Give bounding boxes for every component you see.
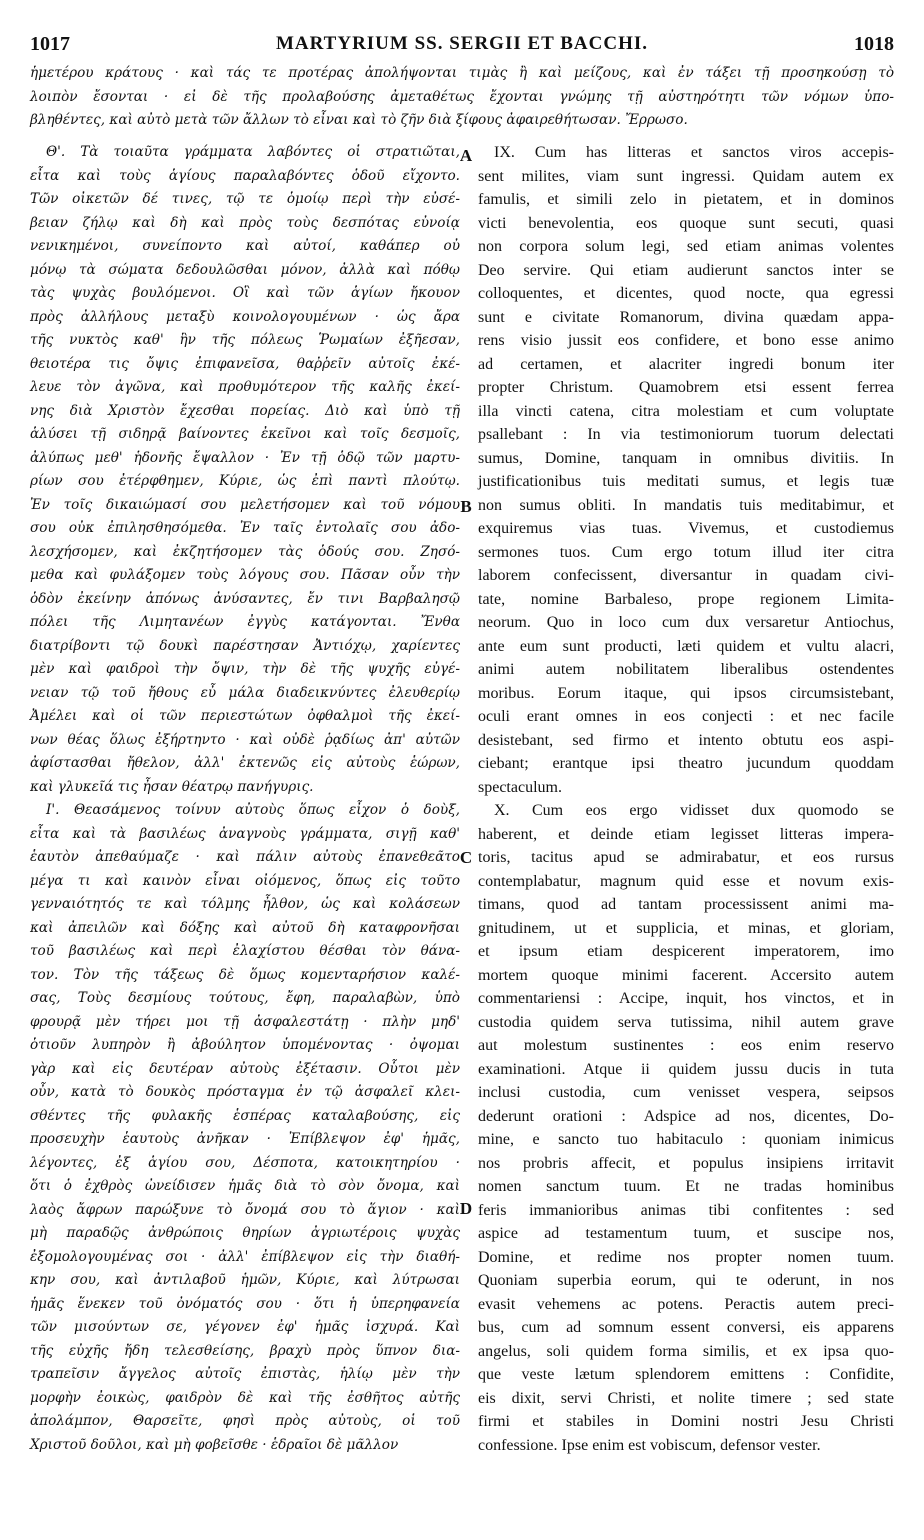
latin-text-line: contemplabatur, magnum quid esse et novum exis- xyxy=(478,872,894,890)
latin-text-line: mortem quoque minimi facerent. Accersito autem xyxy=(478,966,894,984)
greek-text-line: ἐξομολογουμένας σοι · ἀλλ' ἐπίβλεψον εἰς τὴν διαθή- xyxy=(30,1248,460,1265)
greek-text-line: τῶν μισούντων σε, γέγονεν ἐφ' ἡμᾶς ἰσχυρά. Καὶ xyxy=(30,1319,460,1335)
greek-text-line: Ι'. Θεασάμενος τοίνυν αὐτοὺς ὅπως εἶχον ὁ δοὺξ, xyxy=(46,802,460,818)
latin-text-line: angelus, soli quidem forma similis, et ex ipsa quo- xyxy=(478,1342,894,1360)
latin-text-line: X. Cum eos ergo vidisset dux quomodo se xyxy=(494,802,894,819)
latin-text-line: firmi et stabiles in Domini nostri Jesu Christi xyxy=(478,1413,894,1430)
latin-text-line: non sumus obliti. In mandatis tuis meditabimur, et xyxy=(478,496,894,514)
greek-text-line: πρὸς ἀλλήλους μεταξὺ κοινολογουμένων · ὡς ἄρα xyxy=(30,308,460,325)
latin-text-line: bus, cum ad somnum essent conversi, eis apparens xyxy=(478,1319,894,1336)
greek-text-line: τῆς εὐχῆς ἤδη τελεσθείσης, βραχὺ πρὸς ὕπνον δια- xyxy=(30,1342,460,1359)
latin-text-line: mine, e sancto tuo habitaculo : quoniam inimicus xyxy=(478,1131,894,1148)
latin-text-line: timans, quod ad tantam processissent animi ma- xyxy=(478,896,894,913)
latin-text-line: tate, nomine Barbaleso, prope regionem Limita- xyxy=(478,590,894,608)
greek-text-line: Τῶν οἰκετῶν δέ τινες, τῷ τε ὁμοίῳ περὶ τὴν εὐσέ- xyxy=(30,191,460,207)
latin-text-line: IX. Cum has litteras et sanctos viros accepis- xyxy=(494,144,894,161)
greek-text-line: καὶ γλυκεῖά τις ἦσαν θέατρῳ πανήγυρις. xyxy=(30,778,314,795)
latin-text-line: ante eum sunt producti, læti quidem et vultu alacri, xyxy=(478,637,894,655)
greek-text-line: φρουρᾷ μὲν τήρει μοι τῇ ἀσφαλεστάτῃ · πλὴν μηδ' xyxy=(30,1013,460,1030)
greek-text-line: μόνῳ τὰ σώματα δεδουλῶσθαι μόνον, ἀλλὰ καὶ πόθῳ xyxy=(30,261,460,278)
greek-text-line: τὰς ψυχὰς βουλόμενοι. Οἳ καὶ τῶν ἁγίων ἤκουον xyxy=(30,285,460,301)
greek-text-line: τραπεῖσιν ἄγγελος αὐτοῖς ἐπιστὰς, ἡλίῳ μὲν τὴν xyxy=(30,1366,460,1382)
latin-text-line: custodia quidem serva tutissima, nihil autem grave xyxy=(478,1013,894,1031)
latin-text-line: colloquentes, et dicentes, quod nocte, qua egressi xyxy=(478,285,894,302)
greek-text-line: σθέντες τῆς φυλακῆς ἑσπέρας καταλαβούσης, εἰς xyxy=(30,1107,460,1124)
latin-text-line: examinationi. Atque ii quidem jussu ducis in tuta xyxy=(478,1060,894,1078)
margin-marker-a: A xyxy=(459,146,473,165)
latin-text-line: oculi erant omnes in eos conjecti : et nec facile xyxy=(478,708,894,725)
greek-text-line: τῆς νυκτὸς καθ' ἣν τῆς πόλεως Ῥωμαίων ἐξῆεσαν, xyxy=(30,332,460,348)
greek-text-line: μὴ παραδῷς ἀνθρώποις θηρίων ἀγριωτέροις ψυχὰς xyxy=(30,1225,460,1241)
latin-text-line: haberent, et deinde etiam legisset litteras impera- xyxy=(478,825,894,843)
latin-text-line: rens visio jussit eos confidere, et bono esse animo xyxy=(478,332,894,349)
greek-text-line: ἡμᾶς ἕνεκεν τοῦ ὀνόματός σου · ὅτι ἡ ὑπερηφανεία xyxy=(30,1295,460,1312)
greek-text-line: μεθα καὶ φυλάξομεν τοὺς λόγους σου. Πᾶσαν οὖν τὴν xyxy=(30,567,460,583)
greek-text-line: λευε τὸν ἀγῶνα, καὶ προθυμότερον τῆς καλῆς ἐκεί- xyxy=(30,379,460,395)
latin-text-line: psallebant : In via testimoniorum tuorum delectati xyxy=(478,426,894,443)
latin-text-line: sermones tuos. Cum ergo totum illud iter citra xyxy=(478,543,894,561)
greek-column xyxy=(30,141,460,1457)
greek-text-line: Ἐν τοῖς δικαιώμασί σου μελετήσομεν καὶ τοῦ νόμου xyxy=(30,496,460,513)
latin-text-line: exquiremus vias tuas. Vivemus, et custodiemus xyxy=(478,520,894,537)
latin-text-line: Domine, et redime nos propter nomen tuum. xyxy=(478,1248,894,1266)
greek-letter-ending xyxy=(30,62,894,133)
latin-text-line: laborem confecissent, diversantur in quadam civi- xyxy=(478,567,894,584)
greek-text-line: γενναιότητός τε καὶ τόλμης ἦλθον, ὡς καὶ κολάσεων xyxy=(30,896,460,912)
latin-text-line: victi benevolentia, eos quoque sunt secuti, quasi xyxy=(478,214,894,232)
greek-text-line: οὖν, κατὰ τὸ δουκὸς πρόσταγμα ἐν τῷ ἀσφαλεῖ κλει- xyxy=(30,1084,460,1100)
greek-text-line: Χριστοῦ δοῦλοι, καὶ μὴ φοβεῖσθε · ἑδραῖοι δὲ μᾶλλον xyxy=(30,1436,399,1453)
greek-text-line: εἶτα καὶ τοὺς ἁγίους παραλαβόντες ὁδοῦ εἴχοντο. xyxy=(30,167,460,184)
greek-text-line: ρίων σου ἐτέρφθημεν, Κύριε, ὡς ἐπὶ παντὶ πλούτῳ. xyxy=(30,473,460,489)
greek-text-line: μὲν καὶ φαιδροὶ τὴν ὄψιν, τὴν δὲ τῆς ψυχῆς εὐγέ- xyxy=(30,661,460,677)
latin-text-line: famulis, et simili zelo in pietatem, et in dominos xyxy=(478,191,894,208)
latin-text-line: neorum. Quo in loco cum dux versaretur Antiochus, xyxy=(478,614,894,631)
greek-text-line: τον. Τὸν τῆς τάξεως δὲ ὅμως κομενταρήσιον καλέ- xyxy=(30,966,460,983)
latin-text-line: confessione. Ipse enim est vobiscum, defensor vester. xyxy=(478,1436,821,1454)
latin-text-line: ad certamen, et alacriter ingredi bonum iter xyxy=(478,355,894,373)
greek-text-line: προσευχὴν ἑαυτοὺς ἀνῆκαν · Ἐπίβλεψον ἐφ' ἡμᾶς, xyxy=(30,1131,460,1147)
greek-text-line: πόλει τῆς Λιμητανέων ἐγγὺς κατάγονται. Ἔνθα xyxy=(30,614,460,630)
greek-text-line: θειοτέρα τις ὄψις ἐπιφανεῖσα, θαῤῥεῖν αὐτοῖς ἐκέ- xyxy=(30,355,460,372)
greek-text-line: μέγα τι καὶ καινὸν εἶναι οἰόμενος, ὅπως εἰς τοῦτο xyxy=(30,872,460,889)
latin-text-line: que veste lætum splendorem emittens : Confidite, xyxy=(478,1366,894,1383)
latin-text-line: eis dixit, servi Christi, et nolite timere ; sed state xyxy=(478,1389,894,1407)
latin-text-line: aspice ad testamentum tuum, et suscipe nos, xyxy=(478,1225,894,1242)
latin-text-line: Deo servire. Qui etiam audierunt sanctos inter se xyxy=(478,261,894,279)
text-line: λοιπὸν ἔσονται · εἰ δὲ τῆς προλαβούσης ἀμεταθέτως ἔχονται γνώμης τῇ αὐστηρότητι τῶν νόμων ὑπο- xyxy=(30,88,894,105)
latin-text-line: justificationibus tuis meditati sumus, et legis tuæ xyxy=(478,473,894,490)
greek-text-line: νων θέας ὅλως ἐξήρτηντο · καὶ οὐδὲ ῥᾳδίως ἀπ' αὐτῶν xyxy=(30,731,460,748)
latin-text-line: nos probris affecit, et populus insipiens irritavit xyxy=(478,1154,894,1172)
right-page-number: 1018 xyxy=(854,33,894,55)
latin-text-line: sunt e civitate Romanorum, divina quædam appa- xyxy=(478,308,894,326)
greek-text-line: κην σου, καὶ ἀντιλαβοῦ ἡμῶν, Κύριε, καὶ λύτρωσαι xyxy=(30,1272,460,1288)
greek-text-line: ὁτιοῦν λυπηρὸν ἢ ἀβούλητον ὑπομένοντας · ὀψομαι xyxy=(30,1037,460,1053)
greek-text-line: λέγοντες, ἐξ ἁγίου σου, Δέσποτα, κατοικητηρίου · xyxy=(30,1154,460,1171)
greek-text-line: νειαν τῷ τοῦ ἤθους εὖ μάλα διαδεικνύντες ἐλευθερίῳ xyxy=(30,684,460,701)
latin-text-line: gnitudinem, ut et supplicia, et minas, et gloriam, xyxy=(478,919,894,937)
greek-text-line: σου οὐκ ἐπιλησθησόμεθα. Ἐν ταῖς ἐντολαῖς σου ἀδο- xyxy=(30,520,460,536)
greek-text-line: γὰρ καὶ εἰς δευτέραν αὐτοὺς ἐξέτασιν. Οὗτοι μὲν xyxy=(30,1060,460,1077)
greek-text-line: Θ'. Τὰ τοιαῦτα γράμματα λαβόντες οἱ στρατιῶται, xyxy=(46,144,460,160)
latin-text-line: moribus. Eorum itaque, qui ipsos circumsistebant, xyxy=(478,684,894,702)
text-line: βληθέντες, καὶ αὐτὸ μετὰ τῶν ἄλλων τὸ εἶναι καὶ τὸ ζῆν διὰ ξίφους ἀφαιρεθήτωσαν. Ἔρρωσο. xyxy=(30,112,688,128)
margin-marker-b: B xyxy=(460,497,472,516)
greek-text-line: ἀλύπως μεθ' ἡδονῆς ἔψαλλον · Ἐν τῇ ὁδῷ τῶν μαρτυ- xyxy=(30,449,460,466)
greek-text-line: διατρίβοντι τῷ δουκὶ παρέστησαν Ἀντιόχῳ, χαρίεντες xyxy=(30,637,460,654)
latin-column xyxy=(478,141,894,1457)
latin-text-line: Quoniam superbia eorum, qui te oderunt, in nos xyxy=(478,1272,894,1289)
greek-text-line: λαὸς ἄφρων παρώξυνε τὸ ὄνομά σου τὸ ἅγιον · καὶ xyxy=(30,1201,460,1218)
greek-text-line: ἀπολάμπον, Θαρσεῖτε, φησὶ πρὸς αὐτοὺς, οἱ τοῦ xyxy=(30,1413,460,1429)
latin-text-line: toris, tacitus apud se admirabatur, et eos rursus xyxy=(478,849,894,866)
greek-text-line: μορφὴν ἐοικὼς, φαιδρὸν δὲ καὶ τῆς ἐσθῆτος αὐτῆς xyxy=(30,1389,460,1406)
latin-text-line: inclusi custodia, cum venisset vespera, seipsos xyxy=(478,1084,894,1101)
greek-text-line: εἶτα καὶ τὰ βασιλέως ἀναγνοὺς γράμματα, σιγῇ καθ' xyxy=(30,825,460,842)
left-page-number: 1017 xyxy=(30,33,70,55)
latin-text-line: desistebant, sed firmo et intento obtutu eos aspi- xyxy=(478,731,894,749)
latin-text-line: propter Christum. Quamobrem etsi essent ferrea xyxy=(478,379,894,396)
greek-text-line: καὶ ἀπειλῶν καὶ δόξης καὶ αὐτοῦ δὴ καταφρονῆσαι xyxy=(30,919,460,936)
margin-marker-d: D xyxy=(459,1199,473,1218)
latin-text-line: aut molestum sustinentes : eos enim reservo xyxy=(478,1037,894,1054)
latin-text-line: feris immanioribus animas tibi confitentes : sed xyxy=(478,1201,894,1219)
running-title: MARTYRIUM SS. SERGII ET BACCHI. xyxy=(275,33,649,54)
latin-text-line: evasit vehemens ac potens. Peractis autem preci- xyxy=(478,1295,894,1313)
greek-text-line: νενικημένοι, συνείποντο καὶ αὐτοί, καθάπερ οὐ xyxy=(30,238,460,254)
latin-text-line: animi autem nobilitatem liberalibus ostendentes xyxy=(478,661,894,678)
greek-text-line: ἁλύσει τῇ σιδηρᾷ βαίνοντες ἐκεῖνοι καὶ τοῖς δεσμοῖς, xyxy=(30,426,460,442)
greek-text-line: ἀφίστασθαι ἤθελον, ἀλλ' ἐκτενῶς εἰς αὐτοὺς ἑώρων, xyxy=(30,755,460,771)
latin-text-line: et ipsum etiam despicerent imperatorem, imo xyxy=(478,943,894,960)
greek-text-line: νης διὰ Χριστὸν ἔχεσθαι πορείας. Διὸ καὶ ὑπὸ τῇ xyxy=(30,402,460,419)
greek-text-line: Ἀμέλει καὶ οἱ τῶν περιεστώτων ὀφθαλμοὶ τῆς ἐκεί- xyxy=(30,708,460,724)
greek-text-line: τοῦ βασιλέως καὶ περὶ ἐλαχίστου θέσθαι τὸν θάνα- xyxy=(30,943,460,959)
latin-text-line: sumus, Domine, tanquam in omnibus divitiis. In xyxy=(478,449,894,467)
latin-text-line: sent milites, viam sunt ingressi. Quidam autem ex xyxy=(478,167,894,185)
greek-text-line: βειαν ζήλῳ καὶ δὴ καὶ πρὸς τοὺς δεσπότας εὐνοίᾳ xyxy=(30,214,460,231)
text-line: ἡμετέρου κράτους · καὶ τάς τε προτέρας ἀπολήψονται τιμὰς ἢ καὶ μείζους, καὶ ἐν τάξει τῇ προσηκούσῃ τὸ xyxy=(30,65,894,81)
margin-marker-c: C xyxy=(459,848,473,867)
greek-text-line: λεσχήσομεν, καὶ ἐκζητήσομεν τὰς ὁδούς σου. Ζησό- xyxy=(30,543,460,560)
latin-text-line: non corpora solum legi, sed etiam animas volentes xyxy=(478,238,894,255)
greek-text-line: σας, Τοὺς δεσμίους τούτους, ἔφη, παραλαβὼν, ὑπὸ xyxy=(30,990,460,1006)
greek-text-line: ἑαυτὸν ἀπεθαύμαζε · καὶ πάλιν αὐτοὺς ἐπανεθεᾶτο xyxy=(30,849,460,865)
greek-text-line: ὅτι ὁ ἐχθρὸς ὠνείδισεν ἡμᾶς διὰ τὸ σὸν ὄνομα, καὶ xyxy=(30,1178,460,1194)
latin-text-line: commentariensi : Accipe, inquit, hos vinctos, et in xyxy=(478,990,894,1007)
latin-text-line: illa vincti catena, citra molestiam et cum voluptate xyxy=(478,402,894,420)
latin-text-line: ciebant; erantque ipsi theatro jucundum quoddam xyxy=(478,755,894,772)
greek-text-line: ὁδὸν ἐκείνην ἀπόνως ἀνύσαντες, ἔν τινι Βαρβαλησῷ xyxy=(30,590,460,607)
latin-text-line: spectaculum. xyxy=(478,778,562,796)
latin-text-line: nomen sanctum tuum. Et ne tradas hominibus xyxy=(478,1178,894,1195)
latin-text-line: dederunt orationi : Adspice ad nos, dicentes, Do- xyxy=(478,1107,894,1125)
